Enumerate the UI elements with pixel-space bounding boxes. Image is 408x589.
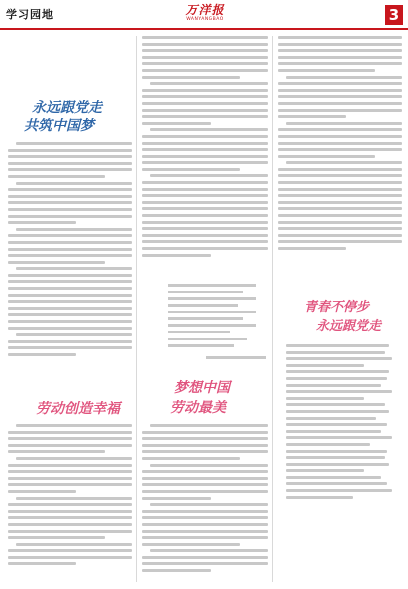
masthead-rule xyxy=(0,28,408,30)
article-labor-body xyxy=(8,424,132,584)
poem-byline xyxy=(206,356,266,359)
headline-china-dream xyxy=(140,377,268,417)
headline-party-spirit xyxy=(20,97,130,133)
headline-party-spirit-line2: 共筑中国梦 xyxy=(24,118,94,134)
headline-china-dream-line1: 梦想中国 xyxy=(174,380,230,396)
column-divider xyxy=(272,36,273,582)
poem-youth-body xyxy=(286,344,398,584)
newspaper-logo xyxy=(174,3,236,25)
headline-youth-line2: 永远跟党走 xyxy=(316,319,382,334)
headline-party-spirit-line1: 永远跟党走 xyxy=(32,100,102,116)
headline-labor-line1: 劳动创造幸福 xyxy=(36,401,120,417)
masthead xyxy=(0,0,408,30)
column-divider xyxy=(136,36,137,582)
article-right-top-body xyxy=(278,36,402,290)
logo-text: 万洋报 xyxy=(185,3,225,17)
article-china-dream-body xyxy=(142,424,268,584)
headline-china-dream-line2: 劳动最美 xyxy=(170,400,226,416)
headline-labor xyxy=(20,398,130,418)
poem-block xyxy=(168,284,256,351)
page-number: 3 xyxy=(385,5,403,25)
article-continued-body xyxy=(142,36,268,280)
article-party-spirit-body xyxy=(8,142,132,392)
headline-youth xyxy=(302,296,394,336)
logo-subtitle: WANYANGBAO xyxy=(186,17,224,22)
section-name: 学习园地 xyxy=(6,8,54,21)
headline-youth-line1: 青春不停步 xyxy=(304,300,370,315)
